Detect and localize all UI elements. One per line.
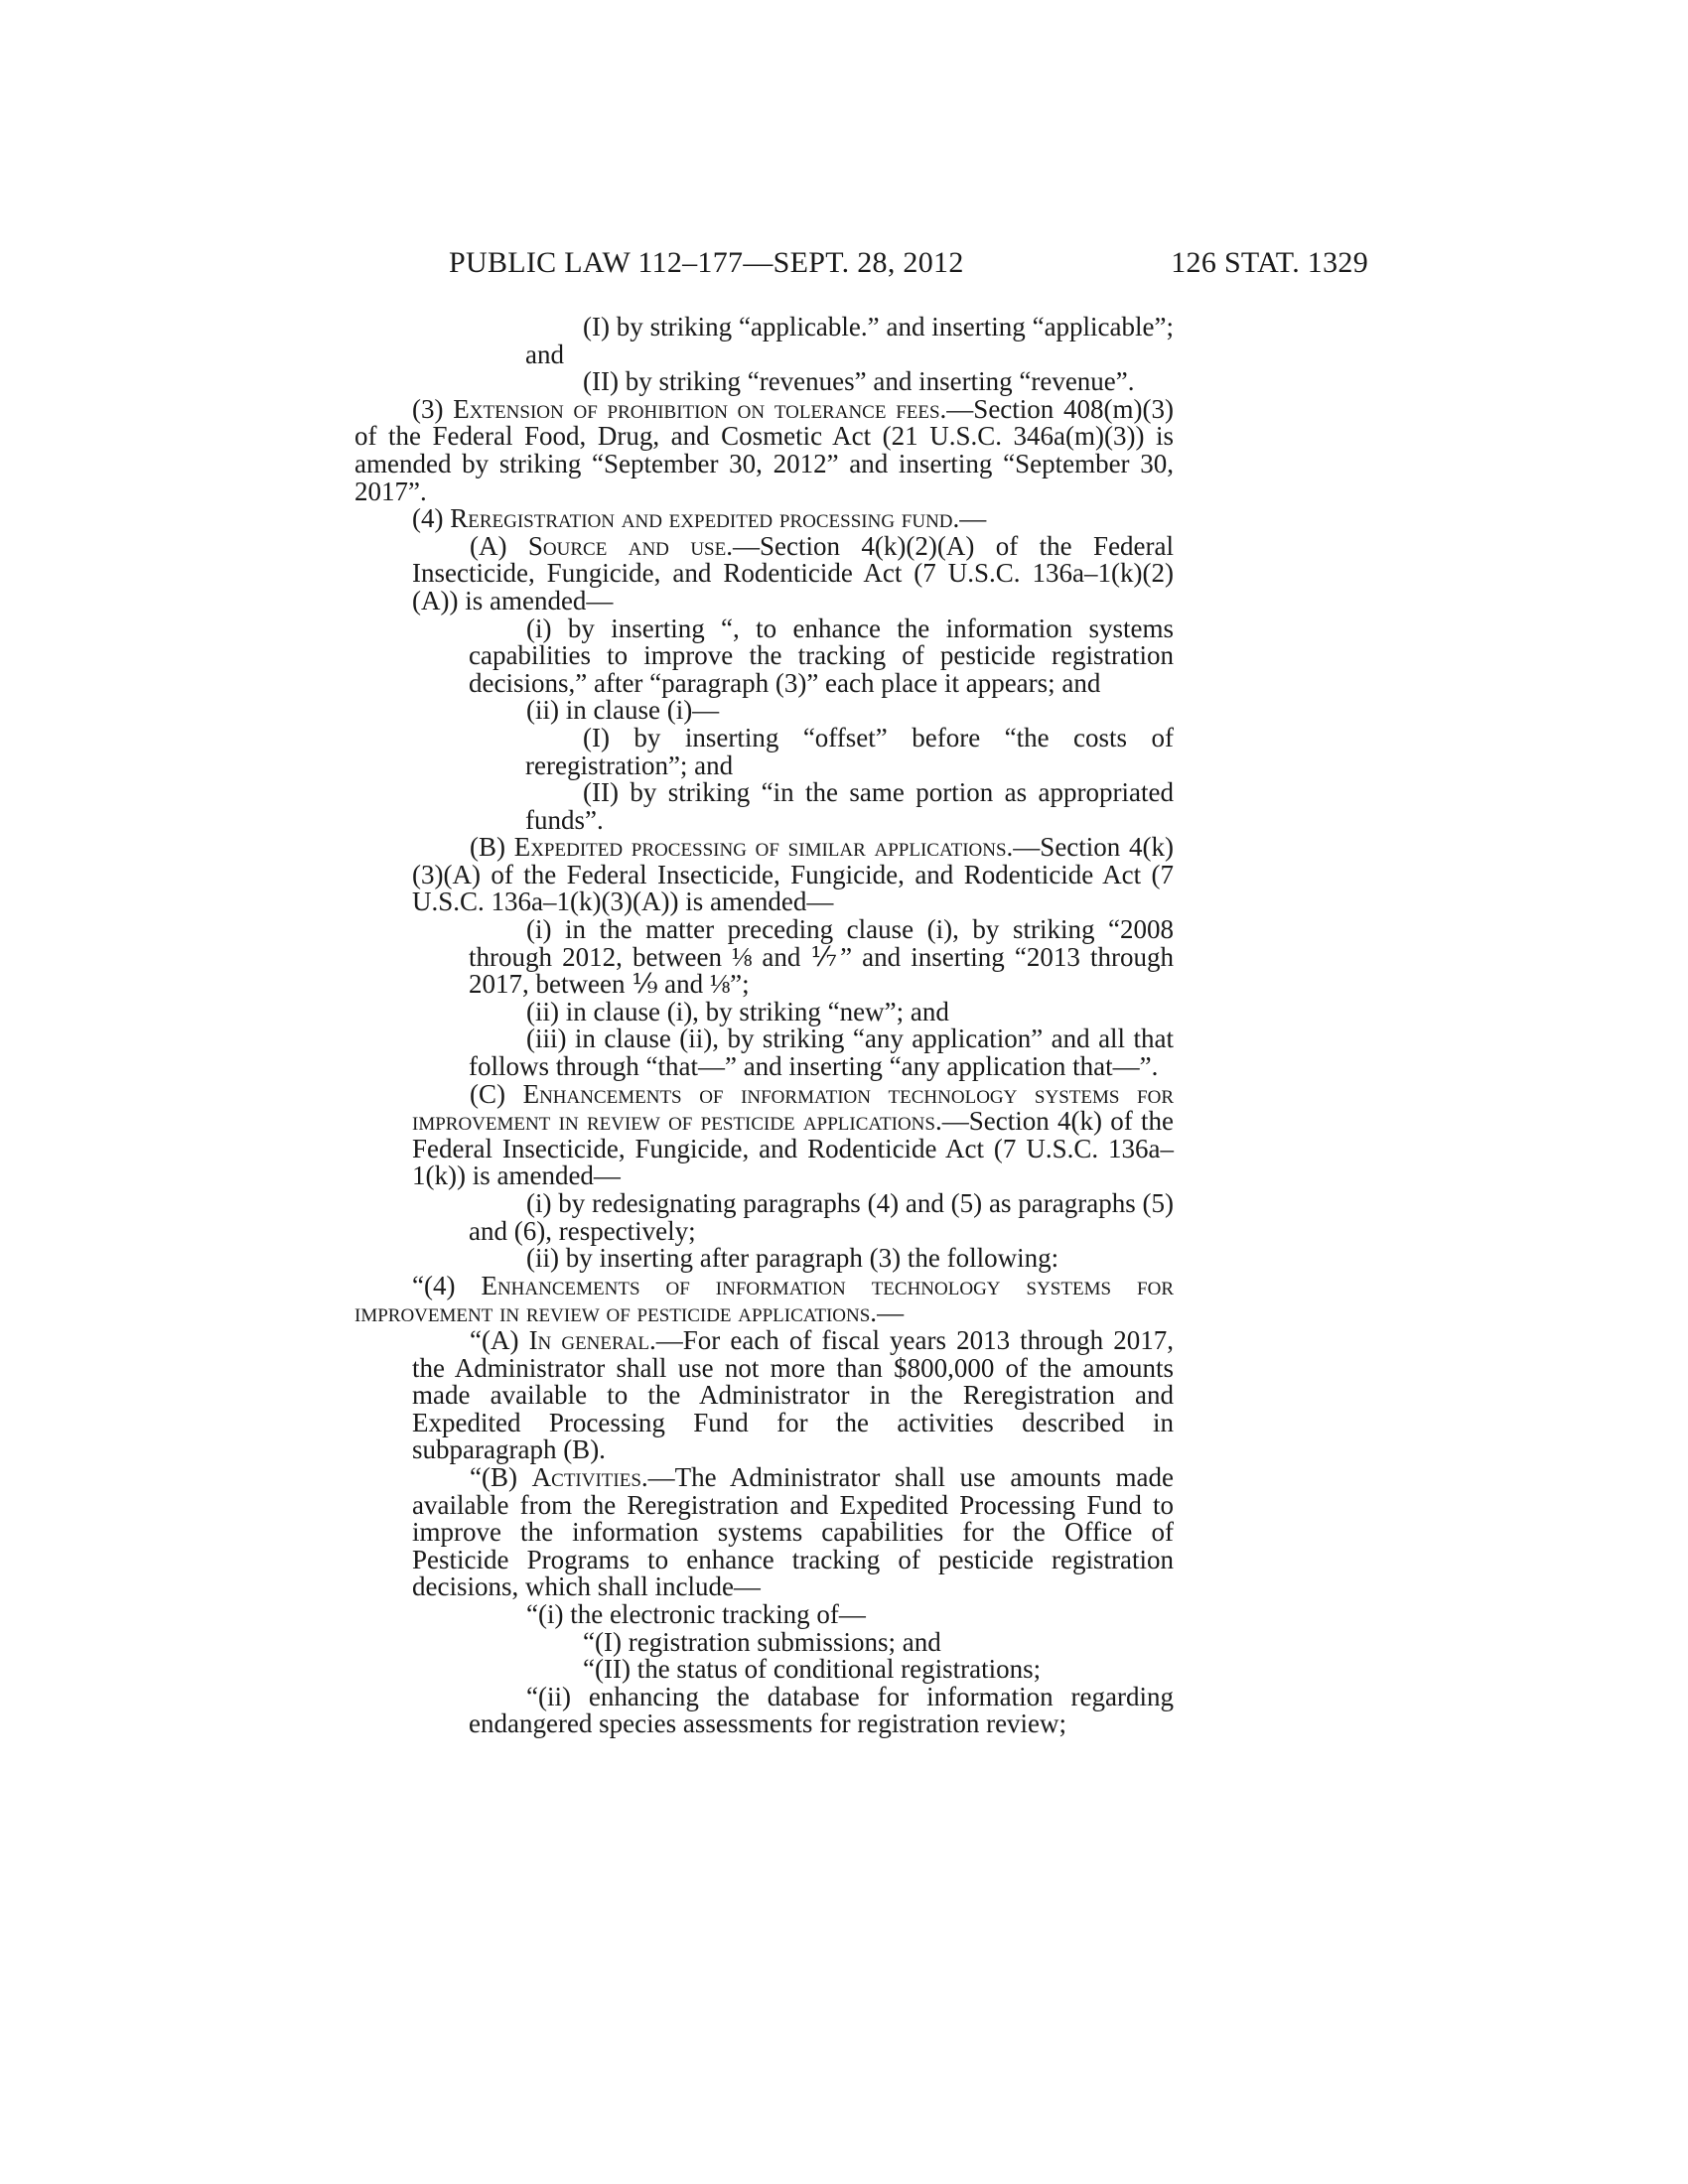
- paragraph: [412, 505, 1174, 533]
- paragraph: [412, 530, 1175, 615]
- paragraph-text: —Section 4(k) of the Federal Insecticide, Fungicide, and Rodenticide Act (7 U.S.C. 136a–1(k)) is amended—: [412, 1106, 1175, 1191]
- paragraph: [412, 1461, 1174, 1602]
- paragraph: [525, 368, 1174, 396]
- paragraph: [525, 722, 1174, 780]
- paragraph: [525, 1626, 1174, 1657]
- paragraph: [469, 1245, 1174, 1273]
- paragraph-heading: Reregistration and expedited processing fund.: [450, 503, 960, 534]
- paragraph-text: —Section 4(k)(3)(A) of the Federal Insecticide, Fungicide, and Rodenticide Act (7 U.S.C. 136a–1(k)(3)(A)) is amended—: [412, 832, 1174, 917]
- header-citation: PUBLIC LAW 112–177—SEPT. 28, 2012: [449, 246, 964, 279]
- document-body: [354, 314, 1174, 1738]
- paragraph-text: (i) by inserting “, to enhance the information systems capabilities to improve the tracking of pesticide registration decisions,” after “paragraph (3)” each place it appears; and: [469, 613, 1174, 698]
- paragraph: [525, 314, 1174, 368]
- paragraph: [469, 615, 1174, 698]
- paragraph: [412, 1324, 1174, 1465]
- paragraph-designator: (A): [470, 530, 528, 561]
- paragraph-text: (ii) by inserting after paragraph (3) the following:: [526, 1243, 1059, 1274]
- paragraph: [412, 834, 1174, 916]
- paragraph-text: —Section 4(k)(2)(A) of the Federal Insecticide, Fungicide, and Rodenticide Act (7 U.S.C. 136a–1(k)(2)(A)) is amended—: [412, 530, 1175, 615]
- paragraph-designator: “(4): [412, 1270, 482, 1300]
- header-page-number: 126 STAT. 1329: [1171, 246, 1368, 279]
- paragraph-heading: Enhancements of information technology systems for improvement in review of pesticide applications.: [412, 1078, 1174, 1137]
- paragraph: [354, 1270, 1174, 1328]
- paragraph-text: “(ii) enhancing the database for information regarding endangered species assessments for registration review;: [469, 1681, 1174, 1739]
- paragraph: [469, 697, 1174, 725]
- paragraph-heading: Activities.: [531, 1461, 648, 1492]
- paragraph-text: (ii) in clause (i), by striking “new”; and: [526, 996, 949, 1026]
- paragraph: [469, 996, 1174, 1026]
- page-header: [449, 246, 1368, 286]
- paragraph-text: (II) by striking “in the same portion as appropriated funds”.: [525, 777, 1174, 835]
- paragraph-text: —For each of fiscal years 2013 through 2017, the Administrator shall use not more than $800,000 of the amounts made available to the Administrator in the Reregistration and Expedited Processing Fund for the activities described in subparagraph (B).: [412, 1324, 1174, 1465]
- paragraph: [469, 916, 1174, 999]
- paragraph-text: “(II) the status of conditional registrations;: [583, 1654, 1042, 1685]
- paragraph-text: (iii) in clause (ii), by striking “any application” and all that follows through “that—” and inserting “any application that—”.: [469, 1024, 1174, 1082]
- paragraph-designator: (B): [470, 832, 514, 863]
- paragraph-text: —Section 408(m)(3) of the Federal Food, Drug, and Cosmetic Act (21 U.S.C. 346a(m)(3)) is amended by striking “September 30, 2012” and inserting “September 30, 2017”.: [354, 393, 1175, 506]
- paragraph-heading: Source and use.: [527, 530, 733, 561]
- paragraph-text: (II) by striking “revenues” and inserting “revenue”.: [583, 366, 1135, 397]
- paragraph-designator: “(A): [470, 1324, 529, 1355]
- paragraph-text: (ii) in clause (i)—: [526, 695, 720, 726]
- paragraph-text: (i) in the matter preceding clause (i), by striking “2008 through 2012, between ⅛ and ⅐” and inserting “2013 through 2017, between ⅑ and ⅛”;: [469, 914, 1174, 1000]
- paragraph-designator: (C): [470, 1078, 523, 1109]
- paragraph-text: “(I) registration submissions; and: [583, 1626, 941, 1657]
- paragraph-text: —: [877, 1297, 905, 1328]
- paragraph: [525, 1656, 1174, 1684]
- paragraph-text: —The Administrator shall use amounts made available from the Reregistration and Expedited Processing Fund to improve the information systems capabilities for the Office of Pesticide Programs to enhance tracking of pesticide registration decisions, which shall include—: [412, 1461, 1174, 1602]
- paragraph-text: (I) by striking “applicable.” and inserting “applicable”; and: [525, 312, 1174, 369]
- paragraph: [469, 1190, 1174, 1245]
- paragraph-text: “(i) the electronic tracking of—: [526, 1598, 866, 1629]
- paragraph-designator: “(B): [470, 1461, 532, 1492]
- paragraph-heading: Extension of prohibition on tolerance fees.: [453, 393, 947, 424]
- paragraph: [354, 393, 1175, 506]
- paragraph: [469, 1681, 1174, 1739]
- paragraph-designator: (4): [412, 503, 451, 534]
- paragraph: [469, 1025, 1174, 1080]
- paragraph-text: —: [959, 503, 987, 534]
- paragraph-heading: In general.: [528, 1324, 656, 1355]
- paragraph: [525, 779, 1174, 834]
- paragraph-text: (i) by redesignating paragraphs (4) and (5) as paragraphs (5) and (6), respectively;: [469, 1188, 1174, 1246]
- paragraph: [469, 1598, 1174, 1629]
- paragraph-text: (I) by inserting “offset” before “the costs of reregistration”; and: [525, 722, 1174, 780]
- paragraph-heading: Expedited processing of similar applications.: [513, 832, 1014, 863]
- paragraph-heading: Enhancements of information technology systems for improvement in review of pesticide applications.: [354, 1270, 1174, 1328]
- paragraph: [412, 1078, 1175, 1191]
- paragraph-designator: (3): [412, 393, 454, 424]
